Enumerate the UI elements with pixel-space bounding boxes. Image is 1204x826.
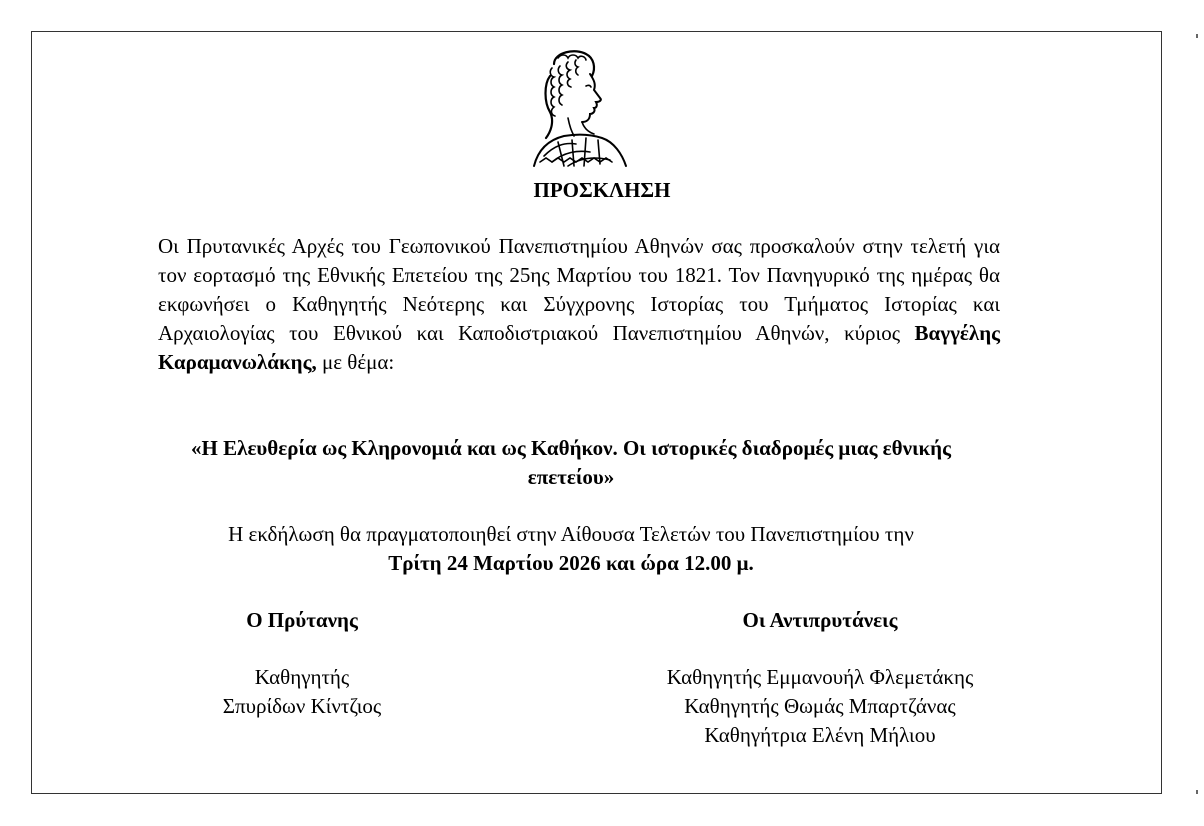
rector-role: Ο Πρύτανης xyxy=(246,608,358,632)
edge-mark xyxy=(1196,34,1198,38)
event-venue: Η εκδήλωση θα πραγματοποιηθεί στην Αίθουσα Τελετών του Πανεπιστημίου την xyxy=(228,522,914,546)
university-logo-bust-icon xyxy=(524,46,634,170)
rector-title: Καθηγητής xyxy=(254,665,350,689)
speaker-name: Βαγγέλης Καραμανωλάκης, xyxy=(158,321,1000,374)
event-datetime: Τρίτη 24 Μαρτίου 2026 και ώρα 12.00 μ. xyxy=(388,551,754,575)
rector-signature xyxy=(152,606,452,721)
vice-rectors-signature xyxy=(620,606,1020,750)
body-text-end: με θέμα: xyxy=(316,350,395,374)
event-details xyxy=(150,520,992,578)
invitation-body xyxy=(158,232,1000,377)
speech-topic: «Η Ελευθερία ως Κληρονομιά και ως Καθήκον. Οι ιστορικές διαδρομές μιας εθνικής επετείου» xyxy=(191,436,951,489)
title-text: ΠΡΟΣΚΛΗΣΗ xyxy=(533,178,671,202)
body-text: Οι Πρυτανικές Αρχές του Γεωπονικού Πανεπιστημίου Αθηνών σας προσκαλούν στην τελετή για τον εορτασμό της Εθνικής Επετείου της 25ης Μαρτίου του 1821. Τον Πανηγυρικό της ημέρας θα εκφωνήσει ο Καθηγητής Νεότερης και Σύγχρονης Ιστορίας του Τμήματος Ιστορίας και Αρχαιολογίας του Εθνικού και Καποδιστριακού Πανεπιστημίου Αθηνών, κύριος xyxy=(158,234,1000,345)
vice-rector-name: Καθηγητής Εμμανουήλ Φλεμετάκης xyxy=(666,665,974,689)
edge-mark xyxy=(1196,790,1198,794)
vice-rectors-role: Οι Αντιπρυτάνεις xyxy=(742,608,898,632)
invitation-title xyxy=(0,178,1204,203)
rector-name: Σπυρίδων Κίντζιος xyxy=(222,694,382,718)
vice-rector-name: Καθηγήτρια Ελένη Μήλιου xyxy=(704,723,936,747)
vice-rector-name: Καθηγητής Θωμάς Μπαρτζάνας xyxy=(684,694,956,718)
